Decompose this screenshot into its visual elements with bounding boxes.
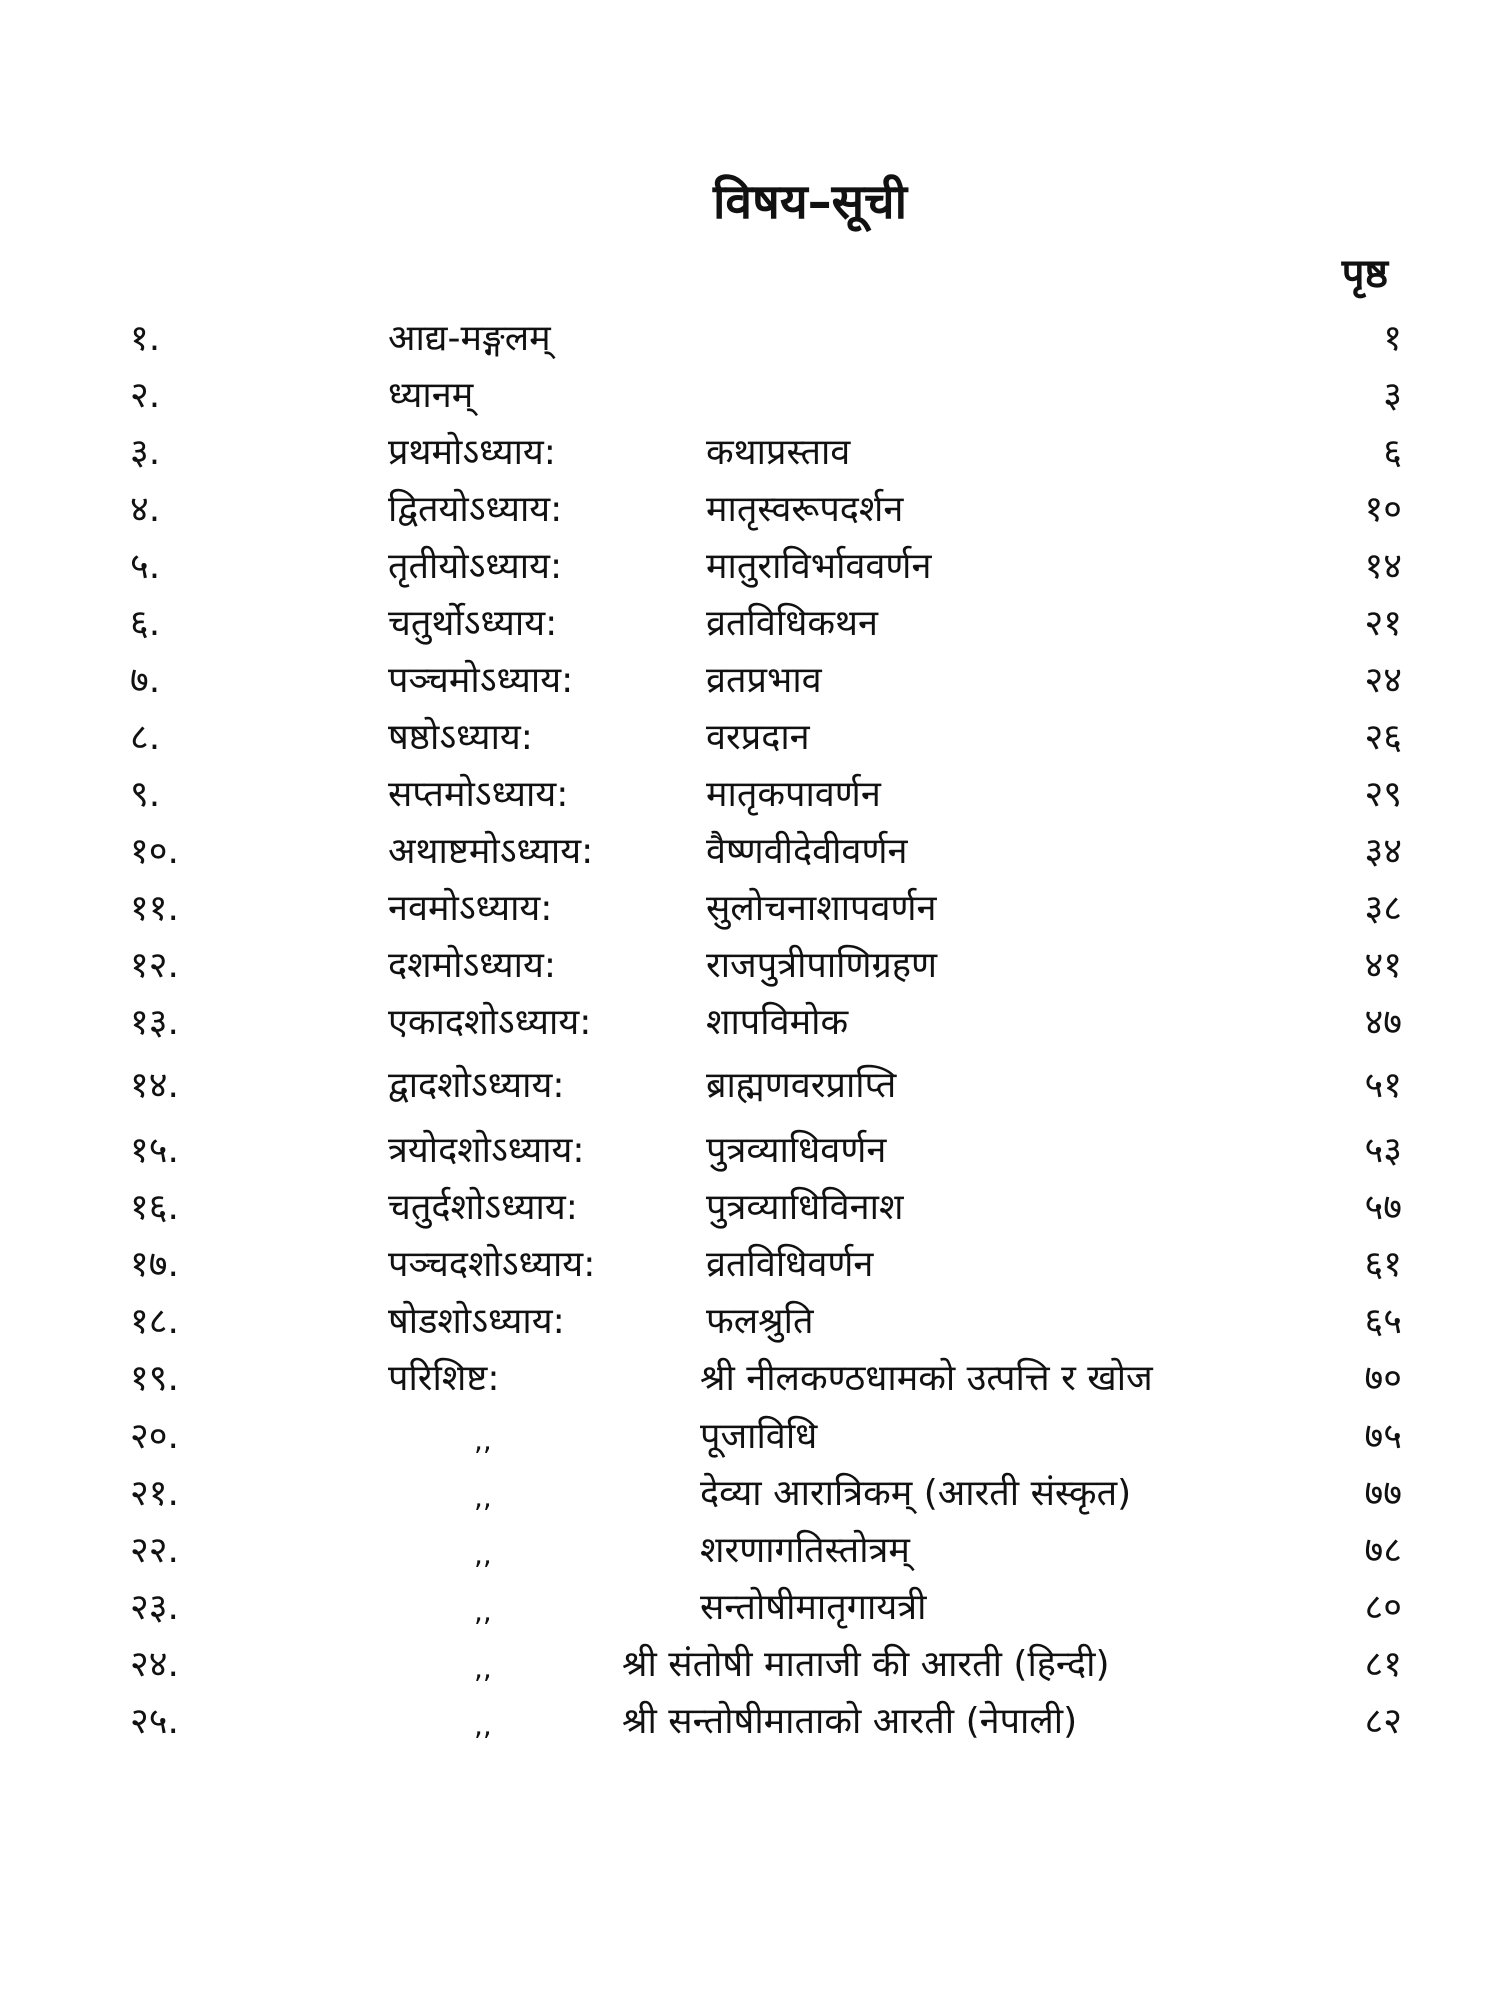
toc-page: ५१ — [1364, 1065, 1402, 1106]
toc-subject: वैष्णवीदेवीवर्णन — [706, 831, 908, 872]
toc-page: ६५ — [1364, 1301, 1402, 1342]
toc-chapter-ditto: ,, — [474, 1538, 492, 1571]
toc-row — [0, 1636, 1500, 1693]
page-title: विषय–सूची — [712, 174, 908, 230]
toc-chapter-ditto: ,, — [474, 1481, 492, 1514]
toc-row — [0, 481, 1500, 538]
toc-page: ३ — [1383, 375, 1402, 416]
toc-row — [0, 880, 1500, 937]
toc-chapter: चतुर्थोऽध्याय: — [388, 603, 558, 644]
toc-number: ५. — [130, 546, 161, 587]
toc-page: १ — [1383, 318, 1402, 359]
toc-subject: ब्राह्मणवरप्राप्ति — [706, 1065, 897, 1106]
toc-number: १३. — [130, 1002, 179, 1043]
toc-row — [0, 1693, 1500, 1750]
toc-page: ७८ — [1364, 1530, 1402, 1571]
toc-row — [0, 766, 1500, 823]
toc-subject: राजपुत्रीपाणिग्रहण — [706, 945, 937, 986]
toc-row — [0, 595, 1500, 652]
toc-chapter: द्वादशोऽध्याय: — [388, 1065, 565, 1106]
toc-number: ६. — [130, 603, 161, 644]
toc-number: ४. — [130, 489, 161, 530]
toc-chapter-ditto: ,, — [474, 1709, 492, 1742]
toc-page: ६१ — [1364, 1244, 1402, 1285]
toc-subject: सुलोचनाशापवर्णन — [706, 888, 937, 929]
toc-subject: व्रतविधिकथन — [706, 603, 878, 644]
toc-chapter-ditto: ,, — [474, 1652, 492, 1685]
toc-subject: शरणागतिस्तोत्रम् — [700, 1530, 910, 1571]
toc-row — [0, 1408, 1500, 1465]
toc-number: २३. — [130, 1587, 179, 1628]
toc-subject: पुत्रव्याधिवर्णन — [706, 1130, 887, 1171]
toc-page: २४ — [1364, 660, 1402, 701]
toc-page: ७७ — [1364, 1473, 1402, 1514]
toc-page: २९ — [1364, 774, 1402, 815]
toc-chapter: सप्तमोऽध्याय: — [388, 774, 569, 815]
toc-number: १६. — [130, 1187, 179, 1228]
toc-row — [0, 652, 1500, 709]
toc-subject: मातृकपावर्णन — [706, 774, 881, 815]
toc-page: ३८ — [1364, 888, 1402, 929]
toc-chapter: षोडशोऽध्याय: — [388, 1301, 565, 1342]
toc-row — [0, 709, 1500, 766]
toc-chapter: ध्यानम् — [388, 375, 474, 416]
toc-row — [0, 1179, 1500, 1236]
toc-subject: वरप्रदान — [706, 717, 810, 758]
toc-row — [0, 1122, 1500, 1179]
toc-number: ११. — [130, 888, 179, 929]
toc-chapter: षष्ठोऽध्याय: — [388, 717, 533, 758]
toc-row — [0, 994, 1500, 1051]
toc-subject: व्रतविधिवर्णन — [706, 1244, 874, 1285]
toc-number: ९. — [130, 774, 161, 815]
toc-subject: श्री सन्तोषीमाताको आरती (नेपाली) — [622, 1701, 1078, 1742]
toc-page: ५७ — [1364, 1187, 1402, 1228]
toc-chapter: आद्य-मङ्गलम् — [388, 318, 551, 359]
toc-number: ७. — [130, 660, 161, 701]
toc-chapter: अथाष्टमोऽध्याय: — [388, 831, 594, 872]
toc-page: ६ — [1383, 432, 1402, 473]
toc-number: ८. — [130, 717, 161, 758]
toc-number: १२. — [130, 945, 179, 986]
toc-chapter: परिशिष्ट: — [388, 1358, 500, 1399]
toc-subject: पूजाविधि — [700, 1416, 818, 1457]
toc-number: २५. — [130, 1701, 179, 1742]
toc-row — [0, 1293, 1500, 1350]
toc-page: ४१ — [1364, 945, 1402, 986]
toc-number: १५. — [130, 1130, 179, 1171]
toc-row — [0, 937, 1500, 994]
toc-number: १८. — [130, 1301, 179, 1342]
toc-chapter: पञ्चदशोऽध्याय: — [388, 1244, 596, 1285]
toc-subject: शापविमोक — [706, 1002, 849, 1043]
toc-subject: श्री संतोषी माताजी की आरती (हिन्दी) — [622, 1644, 1110, 1685]
toc-page: १४ — [1364, 546, 1402, 587]
toc-subject: सन्तोषीमातृगायत्री — [700, 1587, 927, 1628]
toc-subject: श्री नीलकण्ठधामको उत्पत्ति र खोज — [700, 1358, 1153, 1399]
page-column-header: पृष्ठ — [1341, 251, 1388, 297]
toc-number: ३. — [130, 432, 161, 473]
toc-chapter: चतुर्दशोऽध्याय: — [388, 1187, 578, 1228]
toc-chapter: नवमोऽध्याय: — [388, 888, 553, 929]
toc-row — [0, 1057, 1500, 1114]
toc-number: १७. — [130, 1244, 179, 1285]
toc-row — [0, 1350, 1500, 1407]
toc-page: ७५ — [1364, 1416, 1402, 1457]
toc-page: ८१ — [1364, 1644, 1402, 1685]
toc-chapter: पञ्चमोऽध्याय: — [388, 660, 574, 701]
toc-number: २१. — [130, 1473, 179, 1514]
toc-number: १४. — [130, 1065, 179, 1106]
toc-row — [0, 1579, 1500, 1636]
toc-subject: देव्या आरात्रिकम् (आरती संस्कृत) — [700, 1473, 1132, 1514]
toc-subject: मातृस्वरूपदर्शन — [706, 489, 904, 530]
toc-subject: कथाप्रस्ताव — [706, 432, 851, 473]
toc-number: २४. — [130, 1644, 179, 1685]
toc-number: १९. — [130, 1358, 179, 1399]
toc-number: १०. — [130, 831, 179, 872]
toc-row — [0, 823, 1500, 880]
toc-page: २६ — [1364, 717, 1402, 758]
toc-chapter: त्रयोदशोऽध्याय: — [388, 1130, 585, 1171]
toc-row — [0, 367, 1500, 424]
toc-number: २०. — [130, 1416, 179, 1457]
toc-subject: फलश्रुति — [706, 1301, 814, 1342]
toc-chapter-ditto: ,, — [474, 1424, 492, 1457]
toc-page: ८० — [1364, 1587, 1402, 1628]
toc-row — [0, 310, 1500, 367]
toc-chapter-ditto: ,, — [474, 1595, 492, 1628]
toc-page: ३४ — [1364, 831, 1402, 872]
toc-page: २१ — [1364, 603, 1402, 644]
toc-page: ४७ — [1364, 1002, 1402, 1043]
toc-number: २. — [130, 375, 161, 416]
toc-page: ५३ — [1364, 1130, 1402, 1171]
toc-number: २२. — [130, 1530, 179, 1571]
toc-row — [0, 1522, 1500, 1579]
toc-row — [0, 1465, 1500, 1522]
toc-chapter: एकादशोऽध्याय: — [388, 1002, 592, 1043]
toc-page: १० — [1364, 489, 1402, 530]
toc-row — [0, 538, 1500, 595]
toc-chapter: तृतीयोऽध्याय: — [388, 546, 563, 587]
toc-chapter: दशमोऽध्याय: — [388, 945, 557, 986]
toc-chapter: प्रथमोऽध्याय: — [388, 432, 556, 473]
toc-subject: व्रतप्रभाव — [706, 660, 822, 701]
toc-row — [0, 424, 1500, 481]
toc-page: ८२ — [1364, 1701, 1402, 1742]
toc-subject: मातुराविर्भाववर्णन — [706, 546, 932, 587]
toc-page: ७० — [1364, 1358, 1402, 1399]
toc-number: १. — [130, 318, 161, 359]
toc-chapter: द्वितयोऽध्याय: — [388, 489, 563, 530]
toc-subject: पुत्रव्याधिविनाश — [706, 1187, 904, 1228]
toc-row — [0, 1236, 1500, 1293]
